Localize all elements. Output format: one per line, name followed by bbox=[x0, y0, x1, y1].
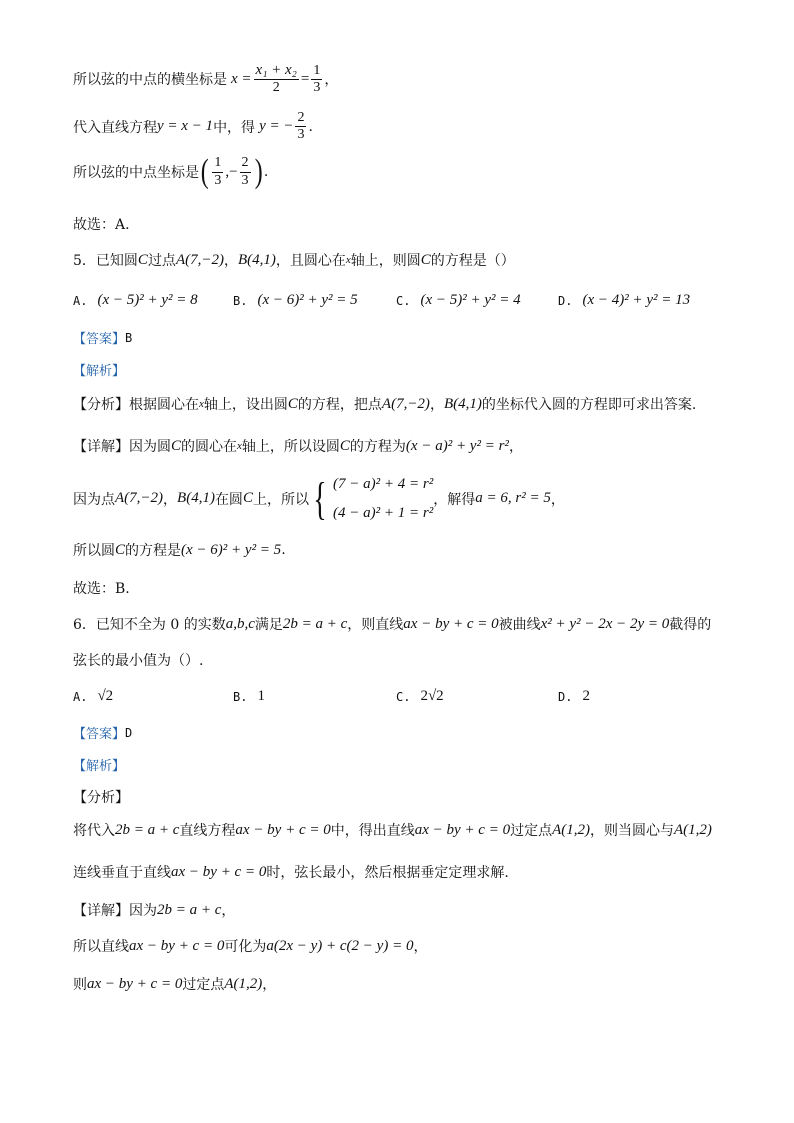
q5-jiexi bbox=[73, 360, 125, 379]
text: 被曲线 bbox=[498, 617, 541, 633]
equation-2: (4 − a)² + 1 = r² bbox=[333, 504, 434, 521]
math: B(4,1) bbox=[177, 490, 215, 506]
math: C bbox=[171, 437, 182, 454]
option-label: D. bbox=[558, 689, 573, 704]
option-text: (x − 6)² + y² = 5 bbox=[257, 292, 358, 308]
text: 所以弦的中点的横坐标是 bbox=[73, 72, 227, 89]
text: 因为圆 bbox=[129, 439, 171, 455]
text: 上，所以 bbox=[252, 491, 309, 508]
text: 截得的 bbox=[669, 617, 712, 633]
q5-option-c[interactable] bbox=[396, 292, 521, 309]
math: A(1,2) bbox=[552, 821, 590, 838]
text: 在圆 bbox=[214, 491, 243, 508]
text: 轴上，设出圆 bbox=[203, 397, 288, 413]
math: x bbox=[199, 398, 204, 410]
math: ax − by + c = 0 bbox=[414, 821, 511, 838]
q6-fenxi bbox=[73, 787, 129, 807]
q6-answer bbox=[73, 723, 132, 742]
numerator: 1 bbox=[311, 63, 322, 80]
text: ， bbox=[324, 72, 339, 89]
text: 代入直线方程 bbox=[73, 119, 157, 136]
xiangjie-tag: 【详解】 bbox=[73, 903, 129, 919]
q6-option-c[interactable] bbox=[396, 688, 444, 705]
option-label: C. bbox=[396, 689, 411, 704]
option-label: B. bbox=[233, 689, 248, 704]
numerator: 2 bbox=[240, 155, 251, 172]
text: 的方程是（） bbox=[430, 253, 515, 269]
math: A(1,2) bbox=[224, 975, 263, 992]
math: B(4,1) bbox=[443, 395, 482, 412]
math: x² + y² − 2x − 2y = 0 bbox=[540, 615, 670, 632]
text: . bbox=[281, 542, 286, 558]
text: ， bbox=[508, 439, 523, 455]
math: ,− bbox=[225, 163, 238, 180]
math: a,b,c bbox=[225, 615, 255, 632]
text: 时，弦长最小，然后根据垂定定理求解. bbox=[266, 865, 509, 881]
math: A(1,2) bbox=[674, 821, 712, 838]
math: C bbox=[115, 541, 126, 558]
text: ， bbox=[223, 253, 238, 269]
text: 轴上，则圆 bbox=[350, 253, 421, 269]
q5-result bbox=[73, 540, 286, 560]
q5-answer bbox=[73, 328, 132, 347]
math: 2b = a + c bbox=[157, 901, 222, 918]
option-text: (x − 5)² + y² = 8 bbox=[97, 292, 198, 308]
math: ax − by + c = 0 bbox=[403, 615, 499, 632]
fraction bbox=[240, 155, 251, 188]
fenxi-tag: 【分析】 bbox=[73, 790, 129, 806]
text: ，则直线 bbox=[347, 617, 404, 633]
xiangjie-tag: 【详解】 bbox=[73, 439, 129, 455]
math: C bbox=[287, 395, 298, 412]
text: 5．已知圆 bbox=[73, 253, 138, 269]
math: x bbox=[237, 440, 242, 452]
option-label: A. bbox=[73, 689, 88, 704]
denominator: 3 bbox=[313, 79, 321, 95]
option-text: (x − 5)² + y² = 4 bbox=[420, 292, 521, 308]
text: 连线垂直于直线 bbox=[73, 865, 171, 881]
math: A(7,−2) bbox=[175, 251, 224, 268]
text: ， bbox=[221, 903, 236, 919]
fraction bbox=[295, 110, 306, 143]
math: C bbox=[137, 251, 148, 268]
fraction bbox=[254, 62, 299, 96]
numerator: 2 bbox=[295, 110, 306, 127]
paren-open: ( bbox=[200, 153, 209, 190]
option-text: 2 bbox=[582, 688, 590, 704]
math: ax − by + c = 0 bbox=[171, 863, 267, 880]
math: 2b = a + c bbox=[115, 821, 180, 838]
text: 6．已知不全为 0 的实数 bbox=[73, 617, 226, 633]
text: 弦长的最小值为（）. bbox=[73, 653, 204, 669]
math: = bbox=[300, 70, 310, 87]
q5-choice bbox=[73, 578, 130, 598]
math: ax − by + c = 0 bbox=[129, 937, 225, 954]
math: y = − bbox=[259, 118, 294, 135]
math: C bbox=[242, 490, 253, 506]
brace: { bbox=[313, 472, 327, 524]
equation-1: (7 − a)² + 4 = r² bbox=[333, 476, 434, 492]
choice-line bbox=[73, 214, 130, 234]
denominator: 3 bbox=[214, 172, 222, 188]
text: 所以圆 bbox=[73, 543, 115, 559]
math: A(7,−2) bbox=[381, 395, 430, 412]
answer-tag: 【答案】 bbox=[73, 332, 126, 347]
math: ax − by + c = 0 bbox=[87, 975, 183, 992]
substitute-line bbox=[73, 110, 313, 143]
paren-close: ) bbox=[254, 153, 263, 190]
text: 的圆心在 bbox=[181, 439, 238, 455]
q5-analysis bbox=[73, 394, 696, 414]
text: 中，得出直线 bbox=[330, 823, 415, 839]
text: ， bbox=[262, 977, 277, 993]
text: 过点 bbox=[147, 253, 176, 269]
option-text: √2 bbox=[97, 688, 114, 704]
q6-jiexi bbox=[73, 755, 125, 774]
text: 过定点 bbox=[182, 977, 225, 993]
q6-option-a[interactable] bbox=[73, 688, 113, 705]
text: ，解得 bbox=[433, 491, 476, 508]
math: (x − 6)² + y² = 5 bbox=[181, 541, 282, 558]
jiexi-tag: 【解析】 bbox=[73, 364, 126, 379]
q5-detail-system bbox=[73, 470, 565, 527]
q5-detail-1 bbox=[73, 436, 523, 456]
text: 的坐标代入圆的方程即可求出答案. bbox=[481, 397, 697, 413]
q6-stem-2 bbox=[73, 650, 203, 670]
text: 则 bbox=[73, 977, 87, 993]
text: 的方程，把点 bbox=[297, 397, 382, 413]
fenxi-tag: 【分析】 bbox=[73, 397, 129, 413]
text: ， bbox=[163, 491, 178, 508]
text: 满足 bbox=[254, 617, 283, 633]
q5-stem bbox=[73, 250, 515, 270]
q6-analysis-1 bbox=[73, 820, 712, 840]
answer-value: D bbox=[125, 725, 133, 740]
option-label: A. bbox=[73, 293, 88, 308]
text: 故选：A. bbox=[73, 217, 130, 233]
denominator: 2 bbox=[272, 80, 280, 96]
text: 所以直线 bbox=[73, 939, 129, 955]
jiexi-tag: 【解析】 bbox=[73, 759, 126, 774]
q6-option-b[interactable] bbox=[233, 688, 265, 705]
denominator: 3 bbox=[297, 127, 305, 143]
option-label: C. bbox=[396, 293, 411, 308]
q5-option-d[interactable] bbox=[558, 292, 690, 309]
math: a = 6, r² = 5 bbox=[475, 490, 551, 506]
math: ax − by + c = 0 bbox=[235, 821, 331, 838]
text: 故选：B. bbox=[73, 581, 130, 597]
q6-stem-1 bbox=[73, 614, 711, 634]
math: (x − a)² + y² = r² bbox=[405, 437, 509, 454]
text: 因为 bbox=[129, 903, 157, 919]
text: 直线方程 bbox=[179, 823, 236, 839]
text: ，则当圆心与 bbox=[590, 823, 674, 839]
text: 因为点 bbox=[73, 491, 115, 508]
math: 2b = a + c bbox=[282, 615, 348, 632]
q6-detail-3 bbox=[73, 974, 276, 994]
q6-detail-1 bbox=[73, 900, 235, 920]
text: 的方程为 bbox=[349, 439, 406, 455]
text: 将代入 bbox=[73, 823, 115, 839]
math: B(4,1) bbox=[237, 251, 276, 268]
denominator: 3 bbox=[241, 172, 249, 188]
math: A(7,−2) bbox=[115, 490, 164, 506]
math: C bbox=[339, 437, 350, 454]
math: x bbox=[345, 254, 351, 266]
q6-analysis-2 bbox=[73, 862, 509, 882]
midpoint-x-line bbox=[73, 62, 338, 96]
text: 过定点 bbox=[510, 823, 553, 839]
math: a(2x − y) + c(2 − y) = 0 bbox=[266, 937, 414, 954]
math: C bbox=[420, 251, 431, 268]
text: ，且圆心在 bbox=[275, 253, 346, 269]
q6-option-d[interactable] bbox=[558, 688, 590, 705]
q5-option-a[interactable] bbox=[73, 292, 198, 309]
option-label: D. bbox=[558, 293, 573, 308]
q5-option-b[interactable] bbox=[233, 292, 358, 309]
text: 根据圆心在 bbox=[129, 397, 199, 413]
option-label: B. bbox=[233, 293, 248, 308]
fraction bbox=[212, 155, 223, 188]
text: ， bbox=[413, 939, 428, 955]
text: 轴上，所以设圆 bbox=[241, 439, 340, 455]
text: ， bbox=[429, 397, 444, 413]
math: x = bbox=[231, 70, 252, 87]
text: . bbox=[263, 164, 269, 180]
numerator: x₁ + x₂ bbox=[254, 62, 299, 80]
text: 中，得 bbox=[213, 119, 256, 136]
option-text: (x − 4)² + y² = 13 bbox=[582, 292, 691, 308]
option-text: 1 bbox=[257, 688, 265, 704]
text: 所以弦的中点坐标是 bbox=[73, 165, 199, 181]
text: ， bbox=[550, 491, 565, 508]
text: 可化为 bbox=[224, 939, 267, 955]
equation-system bbox=[333, 470, 433, 527]
math: y = x − 1 bbox=[157, 118, 214, 135]
text: 的方程是 bbox=[125, 543, 182, 559]
numerator: 1 bbox=[212, 155, 223, 172]
midpoint-coord-line bbox=[73, 155, 268, 189]
text: . bbox=[308, 118, 313, 135]
option-text: 2√2 bbox=[420, 688, 444, 704]
answer-value: B bbox=[125, 330, 133, 345]
q6-detail-2 bbox=[73, 936, 427, 956]
answer-tag: 【答案】 bbox=[73, 727, 126, 742]
fraction bbox=[311, 63, 322, 96]
